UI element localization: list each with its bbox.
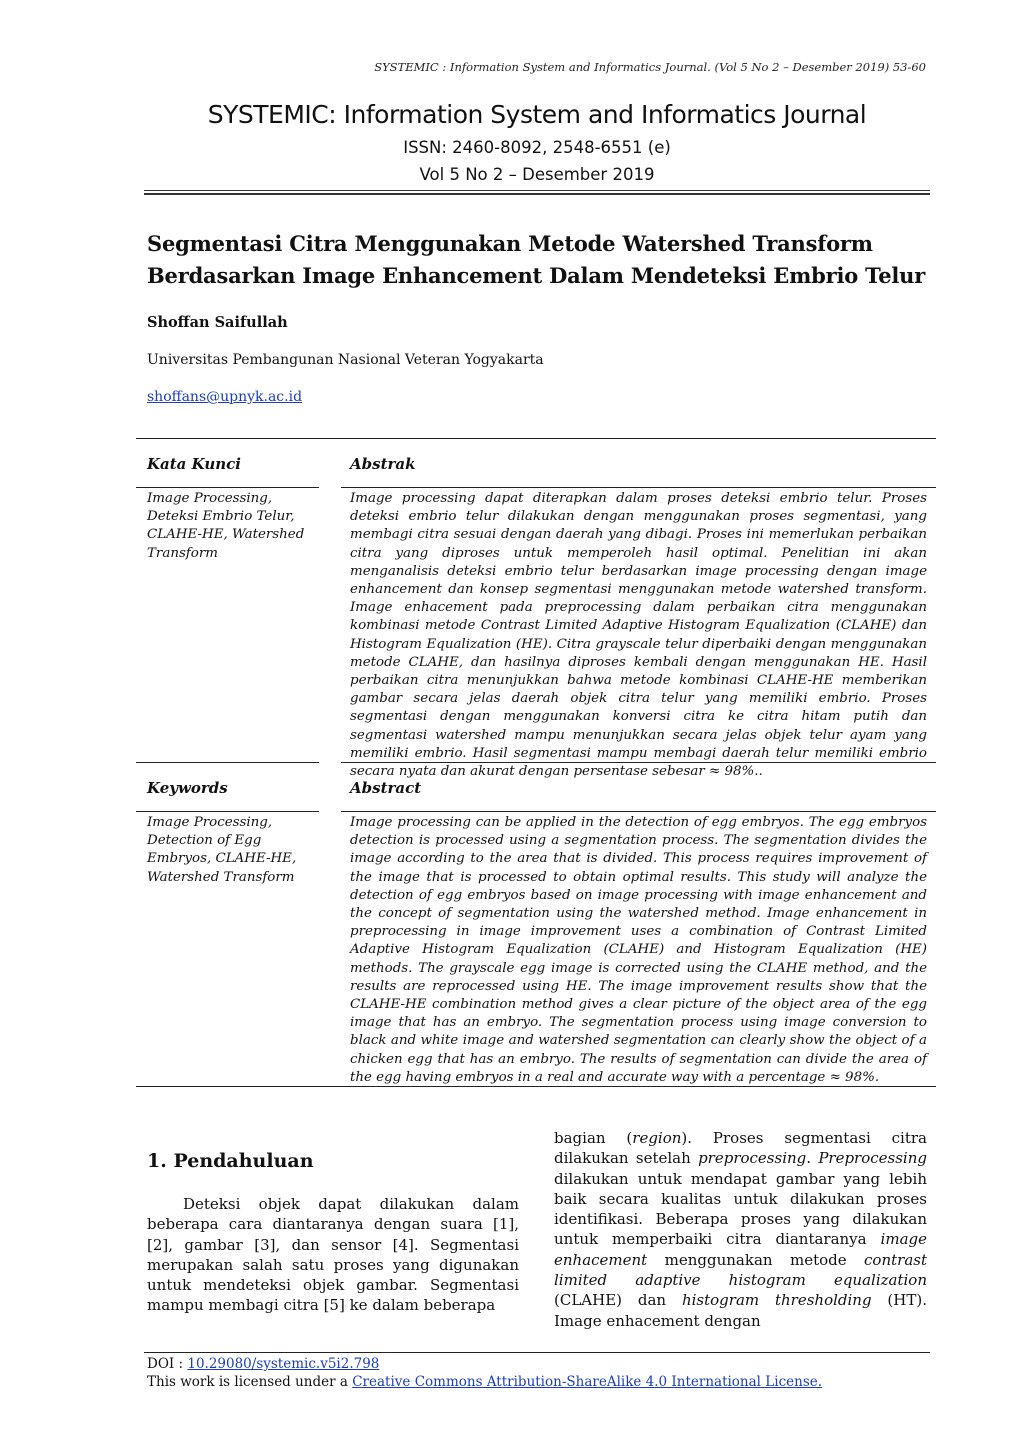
- kata-kunci-heading: Kata Kunci: [147, 455, 241, 473]
- journal-issn: ISSN: 2460-8092, 2548-6551 (e): [403, 138, 671, 157]
- abstrak-bottom-rule: [341, 762, 936, 763]
- section1-paragraph-1: Deteksi objek dapat dilakukan dalam beberapa cara diantaranya dengan suara [1], [2], gambar [3], dan sensor [4]. Segmentasi merupakan salah satu proses yang digunakan untuk mendeteksi objek gambar. Segmentasi mampu membagi citra [5] ke dalam beberapa: [147, 1195, 519, 1315]
- doi-link[interactable]: 10.29080/systemic.v5i2.798: [187, 1356, 380, 1372]
- italic-run: image enhacement: [554, 1230, 927, 1269]
- text-run: bagian (: [554, 1129, 633, 1147]
- doi-label: DOI :: [147, 1356, 188, 1372]
- author-email-link[interactable]: shoffans@upnyk.ac.id: [147, 389, 303, 405]
- text-run: dilakukan untuk mendapat gambar yang lebih baik secara kualitas untuk dilakukan proses identifikasi. Beberapa proses yang dilakukan untuk memperbaiki citra diantaranya: [554, 1169, 927, 1249]
- footer-rule: [144, 1352, 930, 1353]
- paper-title-line-2: Berdasarkan Image Enhancement Dalam Mendeteksi Embrio Telur: [147, 263, 926, 288]
- footer-doi: [147, 1356, 379, 1372]
- kw-block-bottom-rule: [136, 762, 319, 763]
- footer-license: [147, 1374, 822, 1390]
- abstract-top-rule: [136, 438, 936, 439]
- kata-kunci-text: Image Processing, Deteksi Embrio Telur, CLAHE-HE, Watershed Transform: [147, 491, 305, 561]
- italic-run: Preprocessing: [818, 1149, 927, 1168]
- header-rule-thin: [144, 190, 930, 191]
- abstrak-text: Image processing dapat diterapkan dalam proses deteksi embrio telur. Proses deteksi embrio telur dilakukan dengan menggunakan proses segmentasi, yang membagi citra sesuai dengan daerah yang dibagi. Proses ini memerlukan perbaikan citra yang diproses untuk memperoleh hasil optimal. Penelitian ini akan menganalisis deteksi embrio telur berdasarkan image processing dengan image enhancement dan konsep segmentasi menggunakan metode watershed transform. Image enhacement pada preprocessing dalam perbaikan citra menggunakan kombinasi metode Contrast Limited Adaptive Histogram Equalization (CLAHE) dan Histogram Equalization (HE). Citra grayscale telur diperbaiki dengan menggunakan metode CLAHE, dan hasilnya diproses kembali dengan menggunakan HE. Hasil perbaikan citra menunjukkan bahwa metode kombinasi CLAHE-HE memberikan gambar secara jelas daerah objek citra telur yang memiliki embrio. Proses segmentasi dengan menggunakan konversi citra ke citra hitam putih dan segmentasi watershed mampu menunjukkan secara jelas objek telur ayam yang memiliki embrio. Hasil segmentasi mampu membagi daerah telur memiliki embrio secara nyata dan akurat dengan persentase sebesar ≈ 98%..: [350, 491, 927, 780]
- abstract-heading-rule: [341, 487, 936, 488]
- header-rule-thick: [144, 193, 930, 195]
- italic-run: histogram thresholding: [681, 1291, 872, 1310]
- journal-volume: Vol 5 No 2 – Desember 2019: [419, 165, 655, 184]
- italic-run: preprocessing: [698, 1149, 807, 1168]
- text-run: ). Proses segmentasi citra dilakukan setelah: [554, 1129, 927, 1168]
- license-link[interactable]: Creative Commons Attribution-ShareAlike 4.0 International License.: [352, 1374, 823, 1390]
- abstract-en-heading-rule: [341, 811, 936, 812]
- abstract-en-heading: Abstract: [350, 779, 422, 797]
- text-run: (CLAHE) dan: [554, 1291, 682, 1310]
- section1-left-column: [147, 1194, 519, 1316]
- italic-run: contrast limited adaptive histogram equalization: [554, 1250, 927, 1290]
- abstract-bottom-rule: [136, 1086, 936, 1087]
- text-run: .: [806, 1149, 819, 1168]
- abstrak-heading: Abstrak: [350, 455, 416, 473]
- section1-paragraph-2: [554, 1128, 927, 1331]
- keywords-heading-rule: [136, 811, 319, 812]
- license-text: This work is licensed under a: [147, 1374, 353, 1390]
- section-heading-pendahuluan: 1. Pendahuluan: [147, 1150, 314, 1172]
- italic-run: region: [632, 1129, 682, 1147]
- paper-title-line-1: Segmentasi Citra Menggunakan Metode Watershed Transform: [147, 231, 873, 256]
- author-name: Shoffan Saifullah: [147, 314, 288, 331]
- keywords-text: Image Processing, Detection of Egg Embryos, CLAHE-HE, Watershed Transform: [147, 815, 297, 885]
- kw-heading-rule: [136, 487, 319, 488]
- journal-title: SYSTEMIC: Information System and Informatics Journal: [207, 100, 867, 129]
- author-affiliation: Universitas Pembangunan Nasional Veteran Yogyakarta: [147, 352, 544, 368]
- section1-right-column: [554, 1128, 927, 1331]
- abstract-en-text: Image processing can be applied in the detection of egg embryos. The egg embryos detection is processed using a segmentation process. The segmentation divides the image according to the area that is divided. This process requires improvement of the image that is processed to obtain optimal results. This study will analyze the detection of egg embryos based on image processing with image enhancement and the concept of segmentation using the watershed method. Image enhancement in preprocessing in image improvement uses a combination of Contrast Limited Adaptive Histogram Equalization (CLAHE) and Histogram Equalization (HE) methods. The grayscale egg image is corrected using the CLAHE method, and the results are reprocessed using HE. The image improvement results show that the CLAHE-HE combination method gives a clear picture of the object area of the egg image that has an embryo. The segmentation process using image conversion to black and white image and watershed segmentation can clearly show the object of a chicken egg that has an embryo. The results of segmentation can divide the area of the egg having embryos in a real and accurate way with a percentage ≈ 98%.: [350, 815, 927, 1085]
- paper-title: [147, 228, 927, 292]
- text-run: menggunakan metode: [647, 1250, 865, 1269]
- keywords-heading: Keywords: [147, 779, 228, 797]
- running-head: SYSTEMIC : Information System and Informatics Journal. (Vol 5 No 2 – Desember 2019) 53-60: [374, 60, 926, 74]
- text-run: (HT). Image enhacement dengan: [554, 1291, 927, 1330]
